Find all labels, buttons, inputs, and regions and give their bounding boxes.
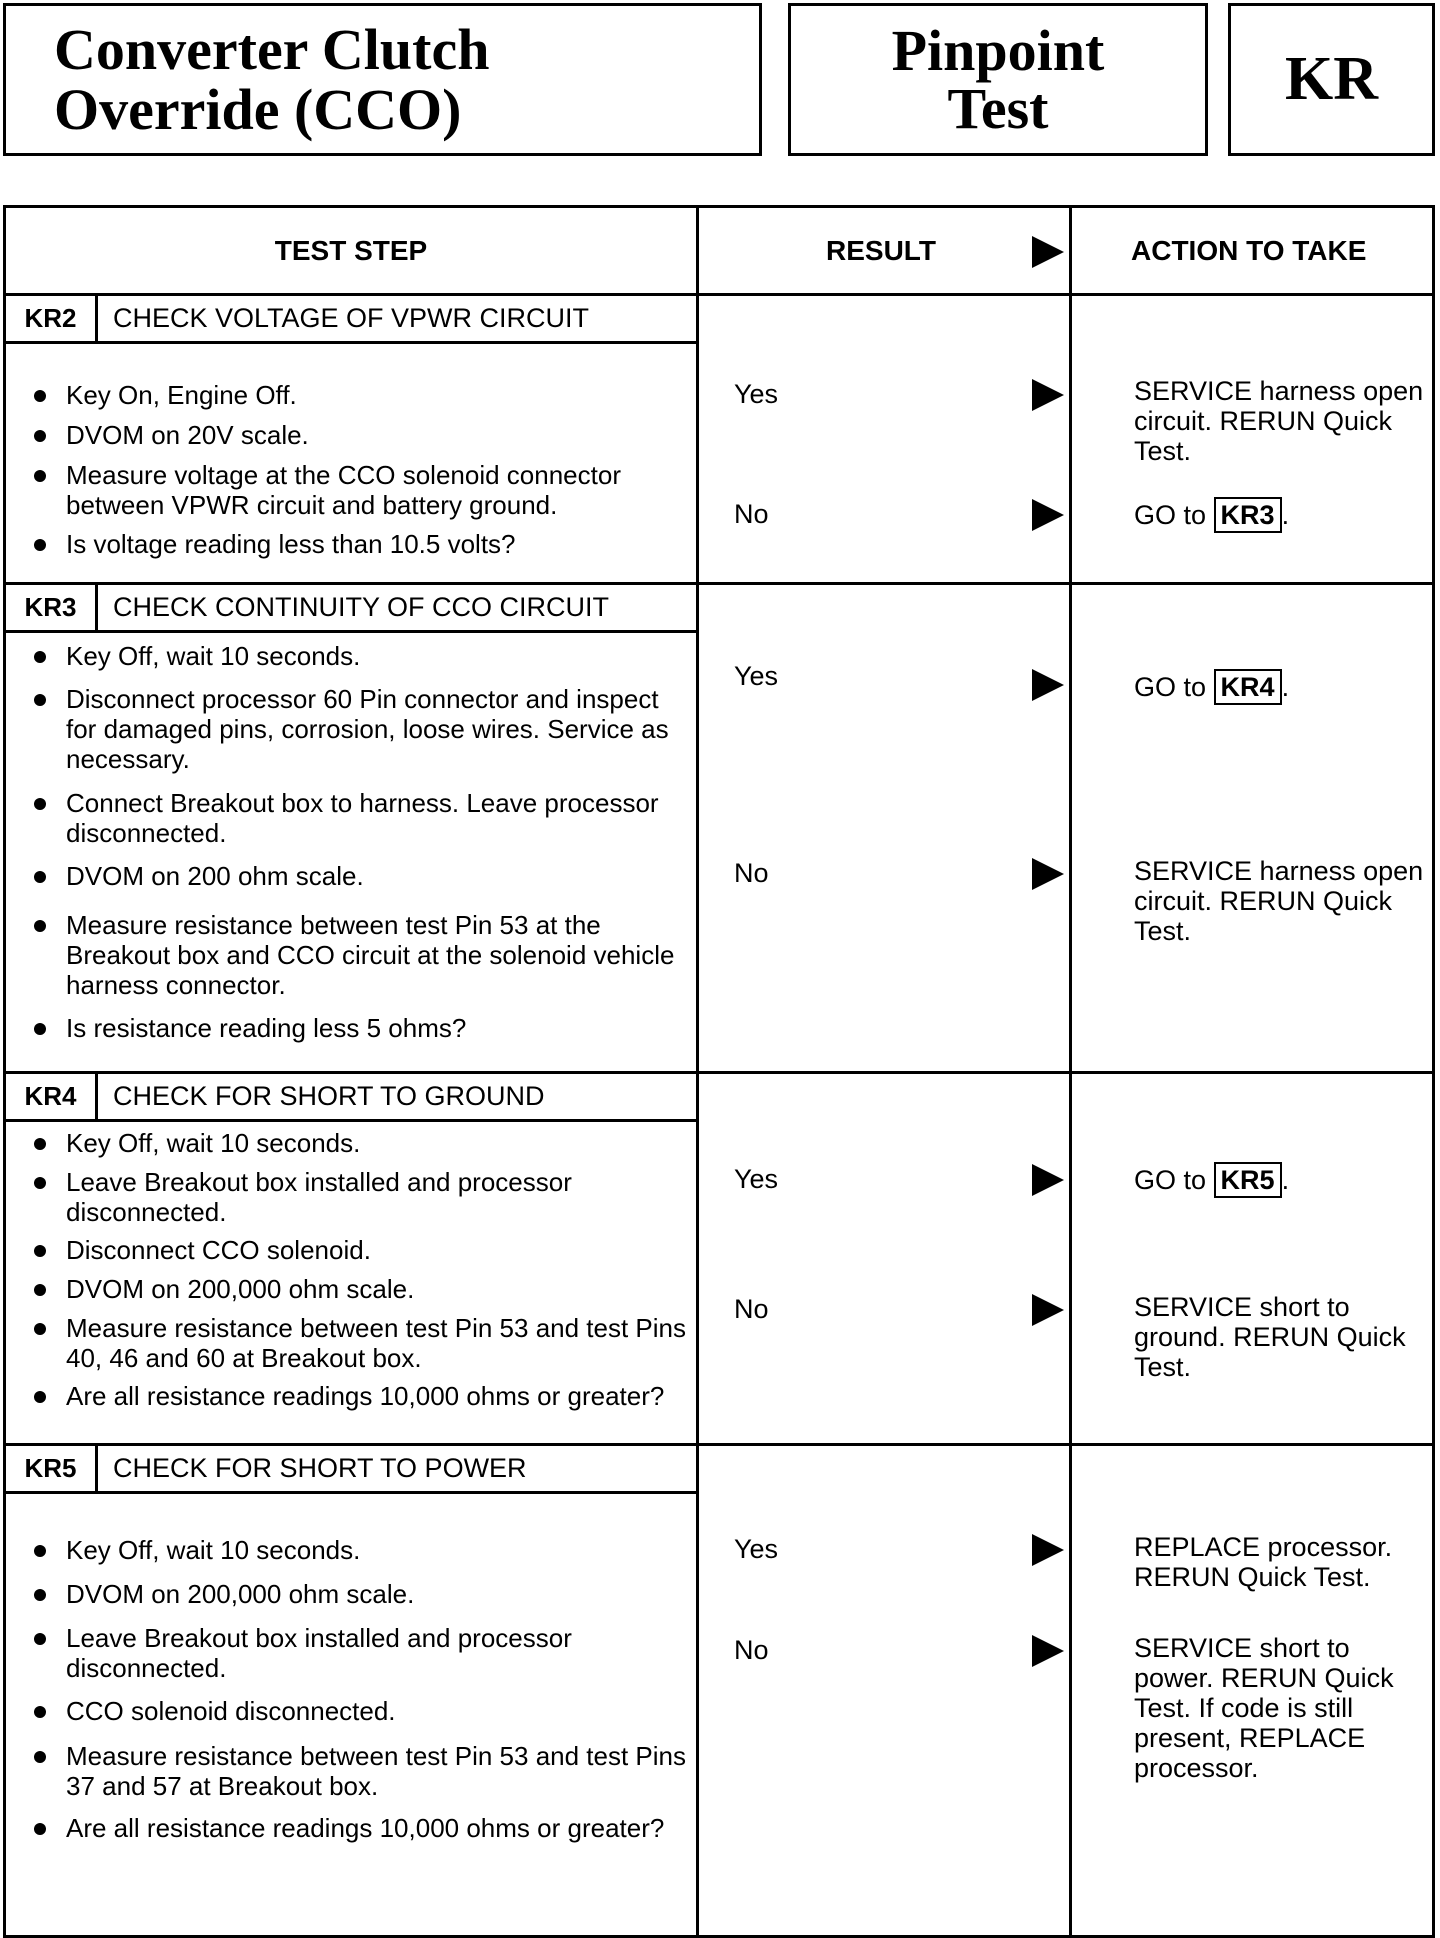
step-bullet: Disconnect processor 60 Pin connector and inspect for damaged pins, corrosion, loose wires. Service as necessary. (34, 684, 689, 774)
step-bullet: Measure resistance between test Pin 53 and test Pins 40, 46 and 60 at Breakout box. (34, 1313, 689, 1373)
action-goto-prefix: GO to (1134, 500, 1207, 530)
procedure-title-line2: Override (CCO) (54, 77, 462, 142)
action-text: REPLACE processor. RERUN Quick Test. (1134, 1532, 1393, 1592)
result-arrow-icon (1032, 1164, 1064, 1196)
step-bullet: Is voltage reading less than 10.5 volts? (34, 529, 689, 559)
step-title: CHECK FOR SHORT TO GROUND (98, 1074, 698, 1122)
result-no: No (734, 1294, 769, 1324)
result-yes: Yes (734, 1164, 779, 1194)
step-bullet: Key On, Engine Off. (34, 380, 689, 410)
test-table (3, 205, 1435, 1938)
result-yes: Yes (734, 661, 779, 691)
test-type-line1: Pinpoint (891, 18, 1105, 83)
result-no: No (734, 858, 769, 888)
step-bullet: Disconnect CCO solenoid. (34, 1235, 689, 1265)
result-arrow-icon (1032, 236, 1064, 268)
goto-step-ref: KR3 (1214, 497, 1282, 533)
step-bullet: Measure resistance between test Pin 53 and test Pins 37 and 57 at Breakout box. (34, 1741, 689, 1801)
result-arrow-icon (1032, 1294, 1064, 1326)
step-id: KR3 (6, 585, 98, 633)
action-goto-suffix: . (1281, 500, 1290, 530)
step-title: CHECK CONTINUITY OF CCO CIRCUIT (98, 585, 698, 633)
procedure-title-box (3, 3, 762, 156)
column-header-result: RESULT (826, 235, 936, 266)
column-header-action: ACTION TO TAKE (1131, 235, 1367, 266)
test-code: KR (1285, 45, 1378, 113)
step-bullet: Key Off, wait 10 seconds. (34, 1128, 689, 1158)
step-bullet: Connect Breakout box to harness. Leave processor disconnected. (34, 788, 689, 848)
action-text: SERVICE harness open circuit. RERUN Quick Test. (1134, 376, 1424, 466)
result-arrow-icon (1032, 379, 1064, 411)
goto-step-ref: KR4 (1214, 669, 1282, 705)
step-id: KR4 (6, 1074, 98, 1122)
procedure-title-line1: Converter Clutch (54, 17, 490, 82)
step-bullet: Measure voltage at the CCO solenoid connector between VPWR circuit and battery ground. (34, 460, 689, 520)
step-bullet: Leave Breakout box installed and processor disconnected. (34, 1623, 689, 1683)
test-type-box (788, 3, 1208, 156)
step-bullet: Leave Breakout box installed and processor disconnected. (34, 1167, 689, 1227)
step-id: KR5 (6, 1446, 98, 1494)
step-bullet: Are all resistance readings 10,000 ohms or greater? (34, 1813, 689, 1843)
action-text: SERVICE harness open circuit. RERUN Quick Test. (1134, 856, 1424, 946)
column-header-test-step: TEST STEP (274, 235, 428, 266)
goto-step-ref: KR5 (1214, 1162, 1282, 1198)
step-bullet: Measure resistance between test Pin 53 at the Breakout box and CCO circuit at the solenoid vehicle harness connector. (34, 910, 689, 1000)
result-yes: Yes (734, 379, 779, 409)
action-goto (1134, 669, 1424, 705)
step-bullet: Is resistance reading less 5 ohms? (34, 1013, 689, 1043)
step-bullet: DVOM on 200 ohm scale. (34, 861, 689, 891)
test-type-line2: Test (947, 76, 1049, 141)
action-text: SERVICE short to ground. RERUN Quick Test. (1134, 1292, 1406, 1382)
action-goto-suffix: . (1281, 1165, 1290, 1195)
action-text: SERVICE short to power. RERUN Quick Test. If code is still present, REPLACE processor. (1134, 1633, 1394, 1783)
result-yes: Yes (734, 1534, 779, 1564)
step-bullet: DVOM on 200,000 ohm scale. (34, 1274, 689, 1304)
step-bullet: Key Off, wait 10 seconds. (34, 641, 689, 671)
result-arrow-icon (1032, 499, 1064, 531)
action-goto-suffix: . (1281, 672, 1290, 702)
action-goto (1134, 497, 1424, 533)
step-bullet: CCO solenoid disconnected. (34, 1696, 689, 1726)
result-arrow-icon (1032, 858, 1064, 890)
step-bullet: Are all resistance readings 10,000 ohms or greater? (34, 1381, 689, 1411)
result-no: No (734, 1635, 769, 1665)
test-code-box (1228, 3, 1435, 156)
result-arrow-icon (1032, 669, 1064, 701)
step-bullet: DVOM on 200,000 ohm scale. (34, 1579, 689, 1609)
action-goto (1134, 1162, 1424, 1198)
step-bullet: DVOM on 20V scale. (34, 420, 689, 450)
step-bullet: Key Off, wait 10 seconds. (34, 1535, 689, 1565)
result-arrow-icon (1032, 1534, 1064, 1566)
step-title: CHECK VOLTAGE OF VPWR CIRCUIT (98, 296, 698, 344)
result-arrow-icon (1032, 1635, 1064, 1667)
action-goto-prefix: GO to (1134, 1165, 1207, 1195)
step-id: KR2 (6, 296, 98, 344)
action-goto-prefix: GO to (1134, 672, 1207, 702)
step-title: CHECK FOR SHORT TO POWER (98, 1446, 698, 1494)
result-no: No (734, 499, 769, 529)
